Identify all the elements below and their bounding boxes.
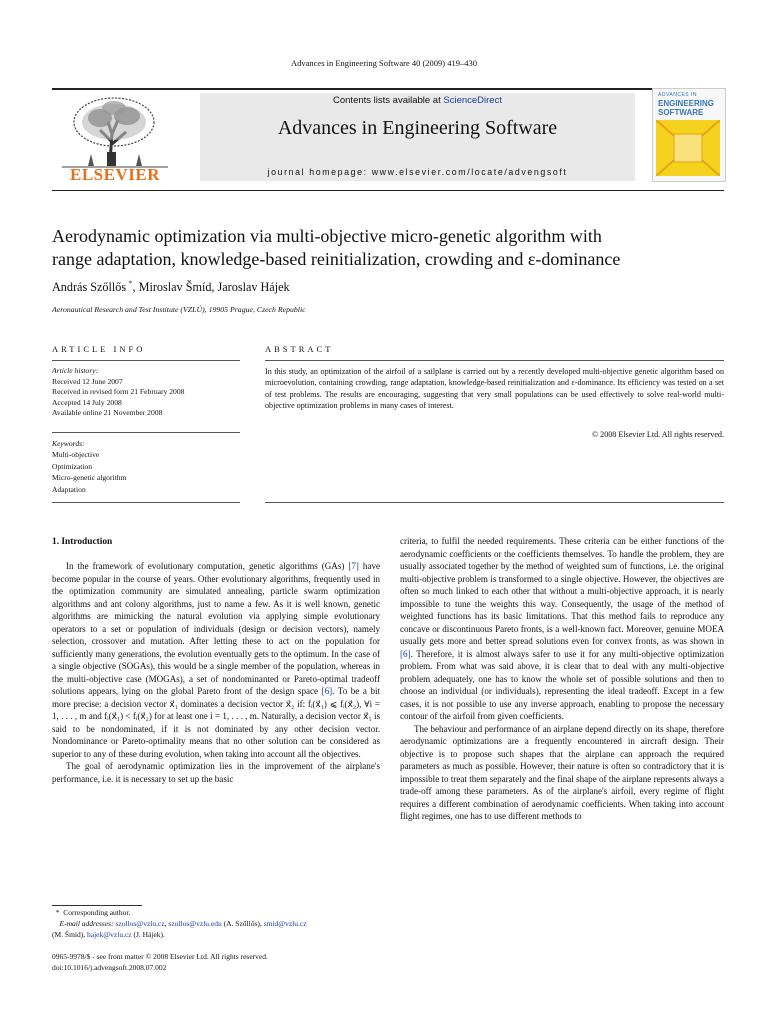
left-column bbox=[52, 560, 380, 785]
corresponding-author-mark[interactable]: * bbox=[126, 278, 133, 288]
author-list bbox=[52, 278, 290, 295]
email-link[interactable]: szollos@vzlu.cz bbox=[115, 918, 165, 928]
intro-paragraph-3: The behaviour and performance of an airplane depend directly on its shape, therefore aerodynamic optimizations are a frequently encountered in aircraft design. Their objective is to propose such shapes that the airplane can approach the required parameters as much as possible. However, their nature is often so contradictory that it is impossible to treat them separately and the final shape of the airplane represents always a trade-off among these parameters. As of the airplane's airfoil, every regime of flight requires a different combination of aerodynamic coefficients. When taking into account flight regimes, one has to use different methods to bbox=[400, 723, 724, 821]
intro-paragraph-continued bbox=[400, 535, 724, 723]
citation-link[interactable]: [7] bbox=[348, 561, 359, 571]
email-link[interactable]: hajek@vzlu.cz bbox=[87, 929, 132, 939]
journal-cover[interactable] bbox=[652, 88, 724, 180]
author-1: András Szőllős bbox=[52, 280, 127, 295]
footnote bbox=[52, 908, 382, 940]
text-run: In the framework of evolutionary computation, genetic algorithms (GAs) bbox=[66, 561, 349, 571]
sciencedirect-link[interactable]: ScienceDirect bbox=[443, 95, 502, 106]
article-title bbox=[52, 225, 724, 271]
text-run: have become popular in the course of years. Other evolutionary algorithms, frequently used in the optimization community are simulated annealing, particle swarm optimization algorithms and ant colony algorithms, just to name a few. As it is well known, genetic algorithms are mimicking the natural evolution via applying simple evolutionary operators to a set or population of individuals (design or decision vectors), namely selection, crossover and mutation. After letting these to act on the population for sufficiently many generations, the evolution eventually gets to the optimum. In the case of a single objective (SOGAs), this would be a single member of the population, whereas in the multi-objective case (MOGAs), a set of nondominanted or Pareto-optimal tradeoff solutions appears, lying on the global Pareto front of the design space bbox=[52, 561, 381, 696]
article-info-heading: ARTICLE INFO bbox=[52, 344, 146, 354]
citation-link[interactable]: [6] bbox=[321, 686, 333, 696]
email-owner: (J. Hájek). bbox=[131, 929, 165, 939]
cover-graphic-icon bbox=[656, 120, 720, 176]
keyword: Optimization bbox=[52, 461, 93, 471]
section-heading: 1. Introduction bbox=[52, 537, 113, 547]
cover-title-line2: ENGINEERING bbox=[658, 99, 715, 108]
keywords-label: Keywords: bbox=[52, 439, 85, 448]
history-label: Article history: bbox=[52, 366, 99, 375]
history-item: Accepted 14 July 2008 bbox=[52, 397, 122, 407]
email-link[interactable]: szollos@vzlu.edu bbox=[168, 918, 222, 928]
info-rule bbox=[52, 432, 240, 433]
footnote-mark: * bbox=[55, 908, 60, 917]
citation-link[interactable]: [6] bbox=[400, 648, 411, 659]
cover-title-line3: SOFTWARE bbox=[658, 108, 704, 117]
intro-paragraph-1 bbox=[52, 560, 380, 760]
text-run: . To be a bit more precise: a decision vector x⃗₁ dominates a decision vector x⃗₂ if: fᵢ(x⃗₁) ⩽ fᵢ(x⃗₂), ∀i = 1, . . . , m and fᵢ(x⃗₁) < fᵢ(x⃗₂) for at least one i = 1, . . . , m. Naturally, a decision vector x⃗₁ is said to be nondominated, if it is not dominated by any other decision vector. Nondominance or Pareto-optimality means that no other solution can be considered as superior to any of these during evolution, when taking into account all the objectives. bbox=[52, 686, 380, 759]
info-rule bbox=[52, 502, 240, 503]
contents-prefix: Contents lists available at bbox=[333, 95, 444, 106]
keyword: Multi-objective bbox=[52, 450, 100, 460]
corresponding-note bbox=[52, 908, 382, 919]
email-owner: (M. Šmíd), bbox=[52, 929, 88, 939]
journal-reference: Advances in Engineering Software 40 (2009) 419–430 bbox=[290, 58, 477, 68]
abstract-text: In this study, an optimization of the airfoil of a sailplane is carried out by a recently developed multi-objective genetic algorithm based on microevolution, containing crowding, range adaptation, knowledge-based reinitialization and ε-dominance. Its efficiency was tested on a set of test problems. The results are encouraging, suggesting that very small populations can be used effectively to solve real-world multi-objective optimization problems in many cases of interest. bbox=[265, 367, 724, 411]
history-item: Received in revised form 21 February 2008 bbox=[52, 387, 185, 397]
email-label: E-mail addresses: bbox=[59, 918, 116, 928]
elsevier-wordmark: ELSEVIER bbox=[70, 165, 160, 184]
title-line-2: range adaptation, knowledge-based reinitialization, crowding and ε-dominance bbox=[52, 249, 621, 269]
abstract-heading: ABSTRACT bbox=[265, 344, 334, 354]
authors-rest: , Miroslav Šmíd, Jaroslav Hájek bbox=[132, 280, 290, 295]
header-rule-top bbox=[52, 88, 724, 90]
email-addresses: E-mail addresses: szollos@vzlu.cz, szollos@vzlu.edu (A. Szőllős), smid@vzlu.cz bbox=[59, 918, 307, 928]
keywords bbox=[52, 438, 240, 495]
affiliation: Aeronautical Research and Test Institute (VZLÚ), 19905 Prague, Czech Republic bbox=[52, 305, 306, 314]
right-column bbox=[400, 535, 724, 823]
email-owner: (A. Szőllős), bbox=[221, 918, 264, 928]
email-link[interactable]: smid@vzlu.cz bbox=[263, 918, 307, 928]
article-history bbox=[52, 366, 240, 419]
text-run: criteria, to fulfil the needed requirements. These criteria can be either functions of the aerodynamic coefficients or the coefficients themselves. To handle the problem, they are usually associated together by the method of weighted sum of functions, i.e. the original multi-objective problem is transformed to a single objective. However, the objectives are often so much linked to each other that without a multi-objective approach, it is nearly impossible to tune the weights this way. Consequently, the usage of the method of weighted functions has its basic limitations. That this method fails to reproduce any concave or discontinuous Pareto fronts, is a well-known fact. Moreover, genuine MOEA usually gets more and better spread solutions even for convex fronts, as was shown in bbox=[400, 536, 724, 646]
keyword: Micro-genetic algorithm bbox=[52, 473, 127, 483]
history-item: Received 12 June 2007 bbox=[52, 376, 123, 386]
doi-line[interactable]: doi:10.1016/j.advengsoft.2008.07.002 bbox=[52, 962, 167, 972]
email-addresses-cont bbox=[52, 930, 382, 941]
info-rule bbox=[52, 360, 240, 361]
journal-homepage[interactable]: journal homepage: www.elsevier.com/locate/advengsoft bbox=[267, 167, 568, 177]
abstract-rule bbox=[265, 502, 724, 503]
intro-paragraph-2: The goal of aerodynamic optimization lies in the improvement of the airplane's performance, i.e. it is necessary to set up the basic bbox=[52, 761, 380, 784]
journal-title: Advances in Engineering Software bbox=[277, 117, 558, 139]
header-rule-bottom bbox=[52, 190, 724, 191]
corresponding-label: Corresponding author. bbox=[63, 908, 131, 917]
text-run: . Therefore, it is almost always safer to use it for any multi-objective optimization problem. From what was said above, it is clear that to deal with any multi-objective problem adequately, one has to know the whole set of possible solutions and then to choose an individual (or individuals), representing the ideal tradeoff. Except in a few cases, it is not possible to use any inverse approach, enabling to propose the necessary contour of the airfoil from given coefficients. bbox=[400, 648, 724, 721]
title-line-1: Aerodynamic optimization via multi-objective micro-genetic algorithm with bbox=[52, 226, 602, 246]
publication-info bbox=[52, 952, 268, 974]
elsevier-logo[interactable] bbox=[52, 92, 178, 184]
cover-title-line1: ADVANCES IN bbox=[658, 92, 698, 98]
footnote-rule bbox=[52, 905, 142, 906]
history-item: Available online 21 November 2008 bbox=[52, 408, 163, 418]
contents-line bbox=[200, 95, 635, 106]
abstract-copyright: © 2008 Elsevier Ltd. All rights reserved. bbox=[591, 430, 724, 439]
abstract-rule bbox=[265, 360, 724, 361]
keyword: Adaptation bbox=[52, 484, 86, 494]
issn-line: 0965-9978/$ - see front matter © 2008 Elsevier Ltd. All rights reserved. bbox=[52, 952, 268, 961]
